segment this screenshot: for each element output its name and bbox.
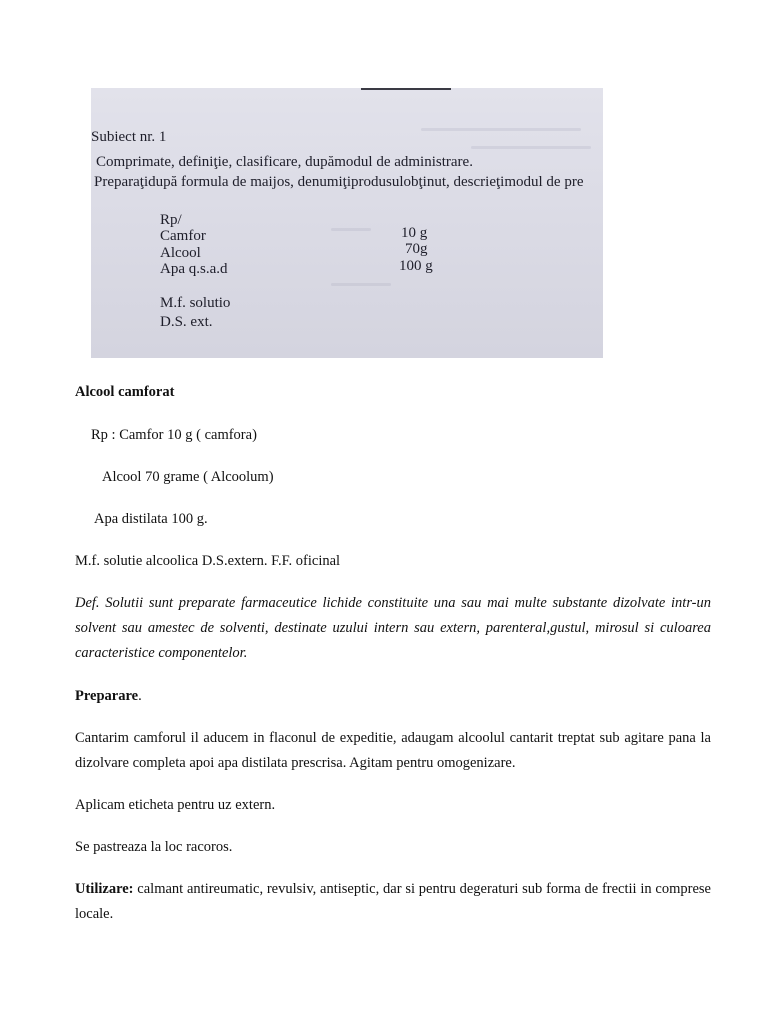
photo-bleed-through — [331, 228, 371, 231]
document-title: Alcool camforat — [75, 384, 175, 400]
formulation-line: M.f. solutie alcoolica D.S.extern. F.F. oficinal — [75, 553, 341, 569]
photo-ingredient: Camfor — [160, 228, 206, 244]
preparation-heading-text: Preparare — [75, 688, 139, 704]
photo-top-line — [361, 88, 451, 90]
photo-rx-title: Rp/ — [160, 212, 182, 228]
photo-ds-line: D.S. ext. — [160, 314, 213, 330]
photo-question-2: Preparaţidupă formula de maijos, denumiţiprodusulobţinut, descrieţimodul de pre — [94, 174, 584, 190]
usage-text: calmant antireumatic, revulsiv, antiseptic, dar si pentru degeraturi sub forma de frectii in comprese locale. — [75, 881, 711, 922]
photo-ingredient: Alcool — [160, 245, 201, 261]
photo-quantity: 70g — [405, 241, 428, 257]
storage-instruction: Se pastreaza la loc racoros. — [75, 839, 233, 855]
photo-quantity: 100 g — [399, 258, 433, 274]
preparation-paragraph: Cantarim camforul il aducem in flaconul de expeditie, adaugam alcoolul cantarit treptat sub agitare pana la dizolvare completa apoi apa distilata prescrisa. Agitam pentru omogenizare. — [75, 730, 711, 771]
photo-bleed-through — [421, 128, 581, 131]
definition-paragraph: Def. Solutii sunt preparate farmaceutice lichide constituite una sau mai multe substante dizolvate intr-un solvent sau amestec de solventi, destinate uzului intern sau extern, parenteral,gustul, mirosul si culoarea caracteristice componentelor. — [75, 595, 711, 661]
photo-bleed-through — [331, 283, 391, 286]
photo-bleed-through — [471, 146, 591, 149]
prescription-line: Alcool 70 grame ( Alcoolum) — [102, 469, 274, 485]
photo-mf-line: M.f. solutio — [160, 295, 231, 311]
photo-subject: Subiect nr. 1 — [91, 129, 167, 145]
preparation-heading — [75, 684, 142, 709]
prescription-line: Apa distilata 100 g. — [94, 511, 208, 527]
usage-paragraph — [75, 877, 711, 927]
photo-quantity: 10 g — [401, 225, 428, 241]
exam-sheet-photo — [91, 88, 603, 358]
photo-ingredient: Apa q.s.a.d — [160, 261, 228, 277]
label-instruction: Aplicam eticheta pentru uz extern. — [75, 797, 276, 813]
usage-label: Utilizare: — [75, 881, 134, 897]
prescription-line: Rp : Camfor 10 g ( camfora) — [91, 427, 257, 443]
preparation-heading-dot: . — [138, 688, 142, 704]
photo-question-1: Comprimate, definiţie, clasificare, dupămodul de administrare. — [96, 154, 473, 170]
